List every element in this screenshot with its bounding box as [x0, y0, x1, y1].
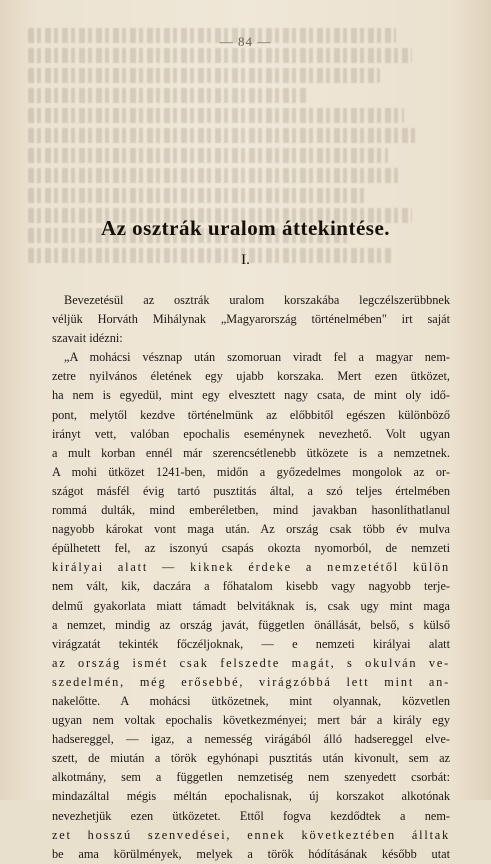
chapter-title: Az osztrák uralom áttekintése.	[100, 216, 391, 240]
page-number: — 84 —	[219, 34, 272, 49]
text-line: virágzatát tekinték főczéljoknak, — e nemzeti királyai alatt	[52, 636, 450, 651]
text-line: „A mohácsi vésznap után szomoruan viradt fel a magyar nem-	[64, 350, 450, 365]
text-line: épülhetett fel, az iszonyú csapás okozta nyomorból, de nemzeti	[52, 541, 450, 556]
text-line: a mult korban ennél már szerencsétlenebb ütközete is a nemzetnek.	[52, 445, 450, 460]
text-line: pont, melytől kezdve történelmünk az előbbitől egészen különböző	[52, 407, 450, 422]
text-line: be ama körülmények, melyek a török hódításának később utat	[52, 846, 450, 861]
text-line: alkotmány, sem a független nemzetiség nem szenyedett csorbát:	[52, 770, 450, 785]
text-line: zet hosszú szenvedései, ennek következtében álltak	[52, 827, 450, 842]
text-line: rommá dulták, mind emberéletben, mind javakban hasonlíthatlanul	[52, 503, 450, 518]
text-line: mindazáltal mégis méltán epochalisnak, új korszakot alkotónak	[52, 789, 450, 804]
text-line: szavait idézni:	[52, 331, 123, 346]
text-line: a nemzet, mindig az ország javát, független önállását, belső, s külső	[52, 617, 450, 632]
text-line: ugyan nem voltak epochalis következményei; mert bár a király egy	[52, 713, 450, 728]
text-line: véljük Horváth Mihálynak „Magyarország történelmében" irt saját	[52, 312, 450, 327]
text-line: delmű gyakorlata miatt támadt belvitáknak is, csak ugy mint maga	[52, 598, 450, 613]
text-line: az ország ismét csak felszedte magát, s okulván ve-	[52, 655, 450, 670]
text-line: hadsereggel, — igaz, a nemesség virágából álló hadsereggel elve-	[52, 732, 450, 747]
text-line: nakelőtte. A mohácsi ütközetnek, mint olyannak, közvetlen	[52, 693, 450, 708]
text-line: szedelmén, még erősebbé, virágzóbbá lett mint an-	[52, 674, 450, 689]
body-text	[52, 291, 450, 864]
text-line: Bevezetésül az osztrák uralom korszakába legczélszerübbnek	[64, 293, 450, 307]
text-line: A mohi ütközet 1241-ben, midőn a győzedelmes mongolok az or-	[52, 464, 450, 479]
section-numeral: I.	[241, 252, 250, 268]
text-line: szett, de miután a török egyhónapi pusztitás után kivonult, sem az	[52, 751, 450, 766]
text-line: szágot másfél évig tartó pusztitás által, a szó teljes értelmében	[52, 483, 450, 498]
text-line: zetre nyilvános életének egy ujabb korszaka. Mert ezen ütközet,	[52, 369, 450, 384]
text-line: irányt vett, valóban epochalis eseménynek nevezhető. Volt ugyan	[52, 426, 450, 441]
text-line: nem vált, kik, daczára a főhatalom kisebb vagy nagyobb terje-	[52, 579, 450, 594]
text-line: nagyobb károkat vont maga után. Az ország csak több év mulva	[52, 522, 450, 537]
text-line: ha nem is egyedül, mint egy elvesztett nagy csata, de mint oly idő-	[52, 388, 450, 403]
text-line: királyai alatt — kiknek érdeke a nemzetétől külön	[52, 560, 450, 575]
text-line: nevezhetjük ezen ütközetet. Ettől fogva kezdődtek a nem-	[52, 808, 450, 823]
